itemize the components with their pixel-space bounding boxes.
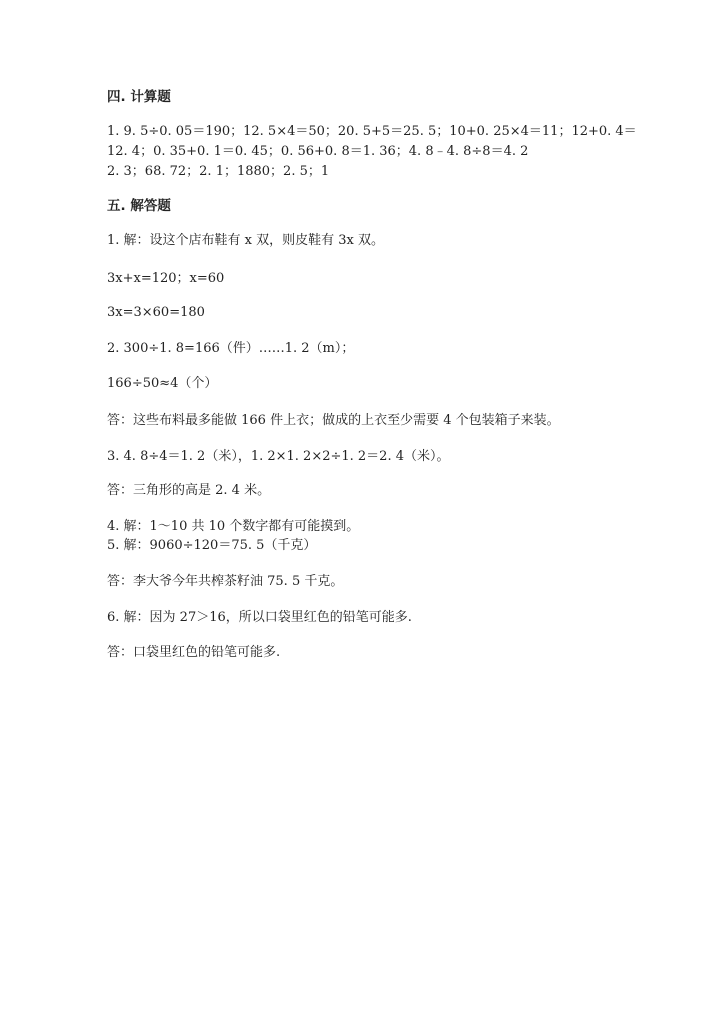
answer-2-reply: 答：这些布料最多能做 166 件上衣；做成的上衣至少需要 4 个包装箱子来装。 [107,413,560,428]
answer-6-line-1: 6. 解：因为 27＞16，所以口袋里红色的铅笔可能多. [107,610,412,625]
answer-1-line-3: 3x=3×60=180 [107,305,205,320]
answer-4-line-1: 4. 解：1～10 共 10 个数字都有可能摸到。 [107,519,360,534]
calc-line-2: 12. 4；0. 35+0. 1＝0. 45；0. 56+0. 8＝1. 36；4. 8﹣4. 8÷8＝4. 2 [107,144,529,159]
answer-1-line-1: 1. 解：设这个店布鞋有 x 双，则皮鞋有 3x 双。 [107,233,384,248]
answer-5-reply: 答：李大爷今年共榨茶籽油 75. 5 千克。 [107,574,344,589]
answer-2-line-2: 166÷50≈4（个） [107,376,218,391]
answer-3-line-1: 3. 4. 8÷4＝1. 2（米），1. 2×1. 2×2÷1. 2＝2. 4（米）。 [107,449,450,464]
section-5-heading: 五. 解答题 [107,198,171,214]
section-4-heading: 四. 计算题 [107,89,171,105]
answer-6-reply: 答：口袋里红色的铅笔可能多. [107,645,281,660]
answer-1-line-2: 3x+x=120；x=60 [107,271,225,286]
answer-3-reply: 答：三角形的高是 2. 4 米。 [107,483,271,498]
calc-line-3: 2. 3；68. 72；2. 1；1880；2. 5；1 [107,164,330,179]
answer-2-line-1: 2. 300÷1. 8=166（件）……1. 2（m）； [107,341,355,356]
answer-5-line-1: 5. 解：9060÷120＝75. 5（千克） [107,538,317,553]
calc-line-1: 1. 9. 5÷0. 05＝190；12. 5×4＝50；20. 5+5＝25. 5；10+0. 25×4＝11；12+0. 4＝ [107,124,637,139]
